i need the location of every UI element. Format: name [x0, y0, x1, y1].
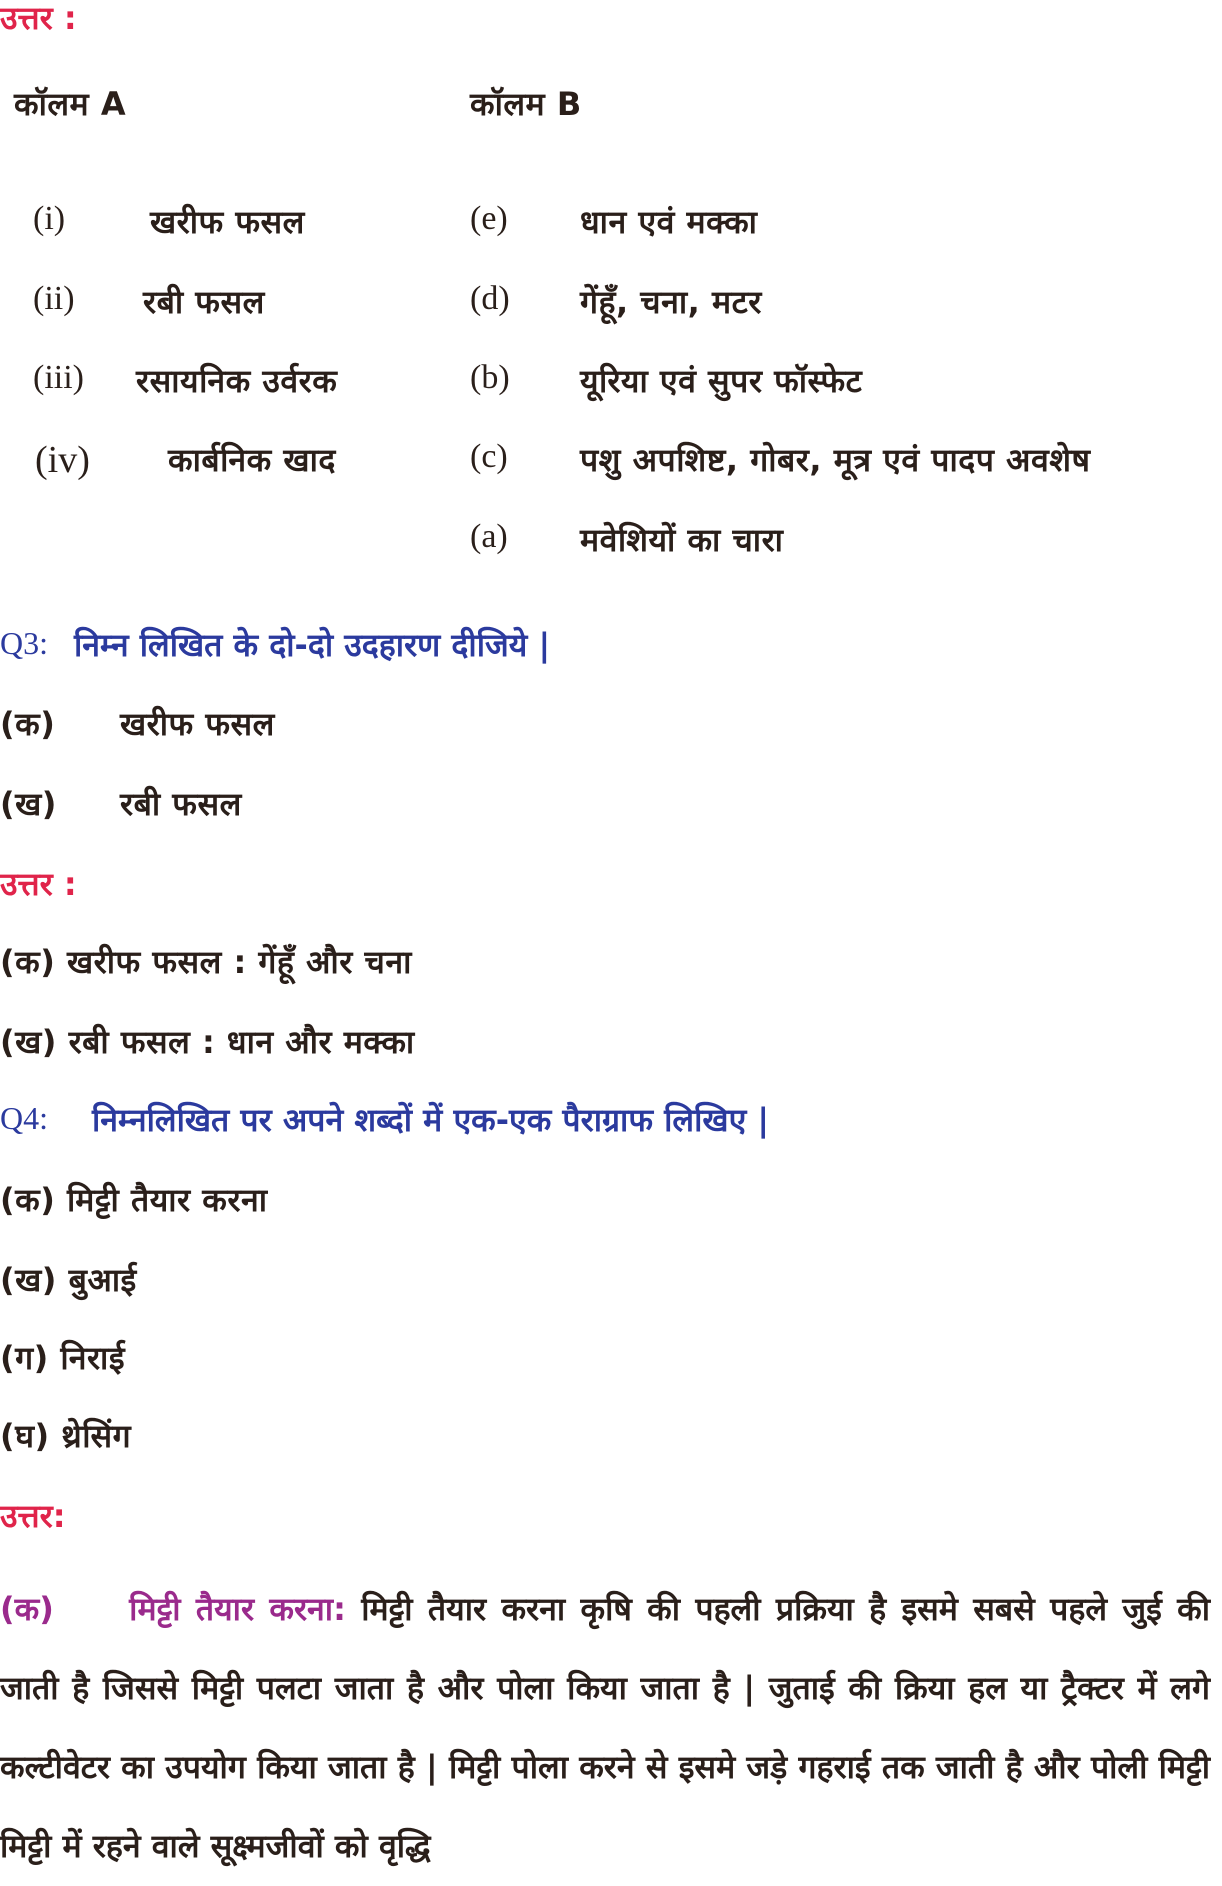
question-3-number: Q3: [0, 625, 48, 661]
row-b-num: (e) [470, 200, 508, 237]
paragraph-text: मिट्टी तैयार करना कृषि की पहली प्रक्रिया है इसमे सबसे पहले जुई की जाती है जिससे मिट्टी पलटा जाता है और पोला किया जाता है | जुताई की क्रिया हल या ट्रैक्टर में लगे कल्टीवेटर का उपयोग किया जाता है | मिट्टी पोला करने से इसमे जड़े गहराई तक जाती है और पोली मिट्टी मिट्टी में रहने वाले सूक्ष्मजीवों को वृद्धि [0, 1590, 1211, 1865]
row-b-text: गेंहूँ, चना, मटर [580, 283, 762, 321]
row-b-text: धान एवं मक्का [580, 203, 758, 241]
q4-item: (ग) निराई [0, 1339, 126, 1377]
row-a-text: रसायनिक उर्वरक [136, 362, 338, 400]
answer-line: (ख) रबी फसल : धान और मक्का [0, 1023, 415, 1061]
paragraph-title: मिट्टी तैयार करना: [129, 1590, 346, 1628]
question-4-text: निम्नलिखित पर अपने शब्दों में एक-एक पैराग्राफ लिखिए | [92, 1101, 770, 1139]
row-b-num: (c) [470, 438, 508, 475]
answer-label: उत्तर: [0, 1497, 66, 1535]
row-b-text: पशु अपशिष्ट, गोबर, मूत्र एवं पादप अवशेष [580, 441, 1091, 479]
row-a-text: रबी फसल [143, 283, 265, 321]
paragraph-marker: (क) [0, 1590, 54, 1628]
answer-paragraph [0, 1570, 1210, 1886]
row-a-num: (ii) [33, 280, 75, 317]
q4-item: (क) मिट्टी तैयार करना [0, 1181, 268, 1219]
answer-label: उत्तर : [0, 865, 77, 903]
q3-item-marker: (क) [0, 705, 56, 743]
column-b-header: कॉलम B [470, 85, 582, 123]
row-a-num: (iii) [33, 359, 84, 396]
question-3-text: निम्न लिखित के दो-दो उदहारण दीजिये | [74, 626, 551, 664]
row-b-num: (b) [470, 359, 510, 396]
answer-label: उत्तर : [0, 0, 77, 37]
q4-item: (ख) बुआई [0, 1261, 137, 1299]
row-b-num: (a) [470, 518, 508, 555]
q3-item-marker: (ख) [0, 785, 57, 823]
row-b-text: मवेशियों का चारा [580, 521, 784, 559]
answer-line: (क) खरीफ फसल : गेंहूँ और चना [0, 943, 412, 981]
q3-item-text: खरीफ फसल [120, 705, 275, 743]
q4-item: (घ) थ्रेसिंग [0, 1417, 132, 1455]
row-b-num: (d) [470, 280, 510, 317]
question-4-number: Q4: [0, 1100, 48, 1136]
row-a-num: (iv) [35, 439, 90, 481]
row-a-text: कार्बनिक खाद [168, 441, 336, 479]
row-b-text: यूरिया एवं सुपर फॉस्फेट [580, 362, 863, 400]
column-a-header: कॉलम A [14, 85, 127, 123]
row-a-text: खरीफ फसल [150, 203, 305, 241]
row-a-num: (i) [33, 200, 66, 237]
q3-item-text: रबी फसल [120, 785, 242, 823]
